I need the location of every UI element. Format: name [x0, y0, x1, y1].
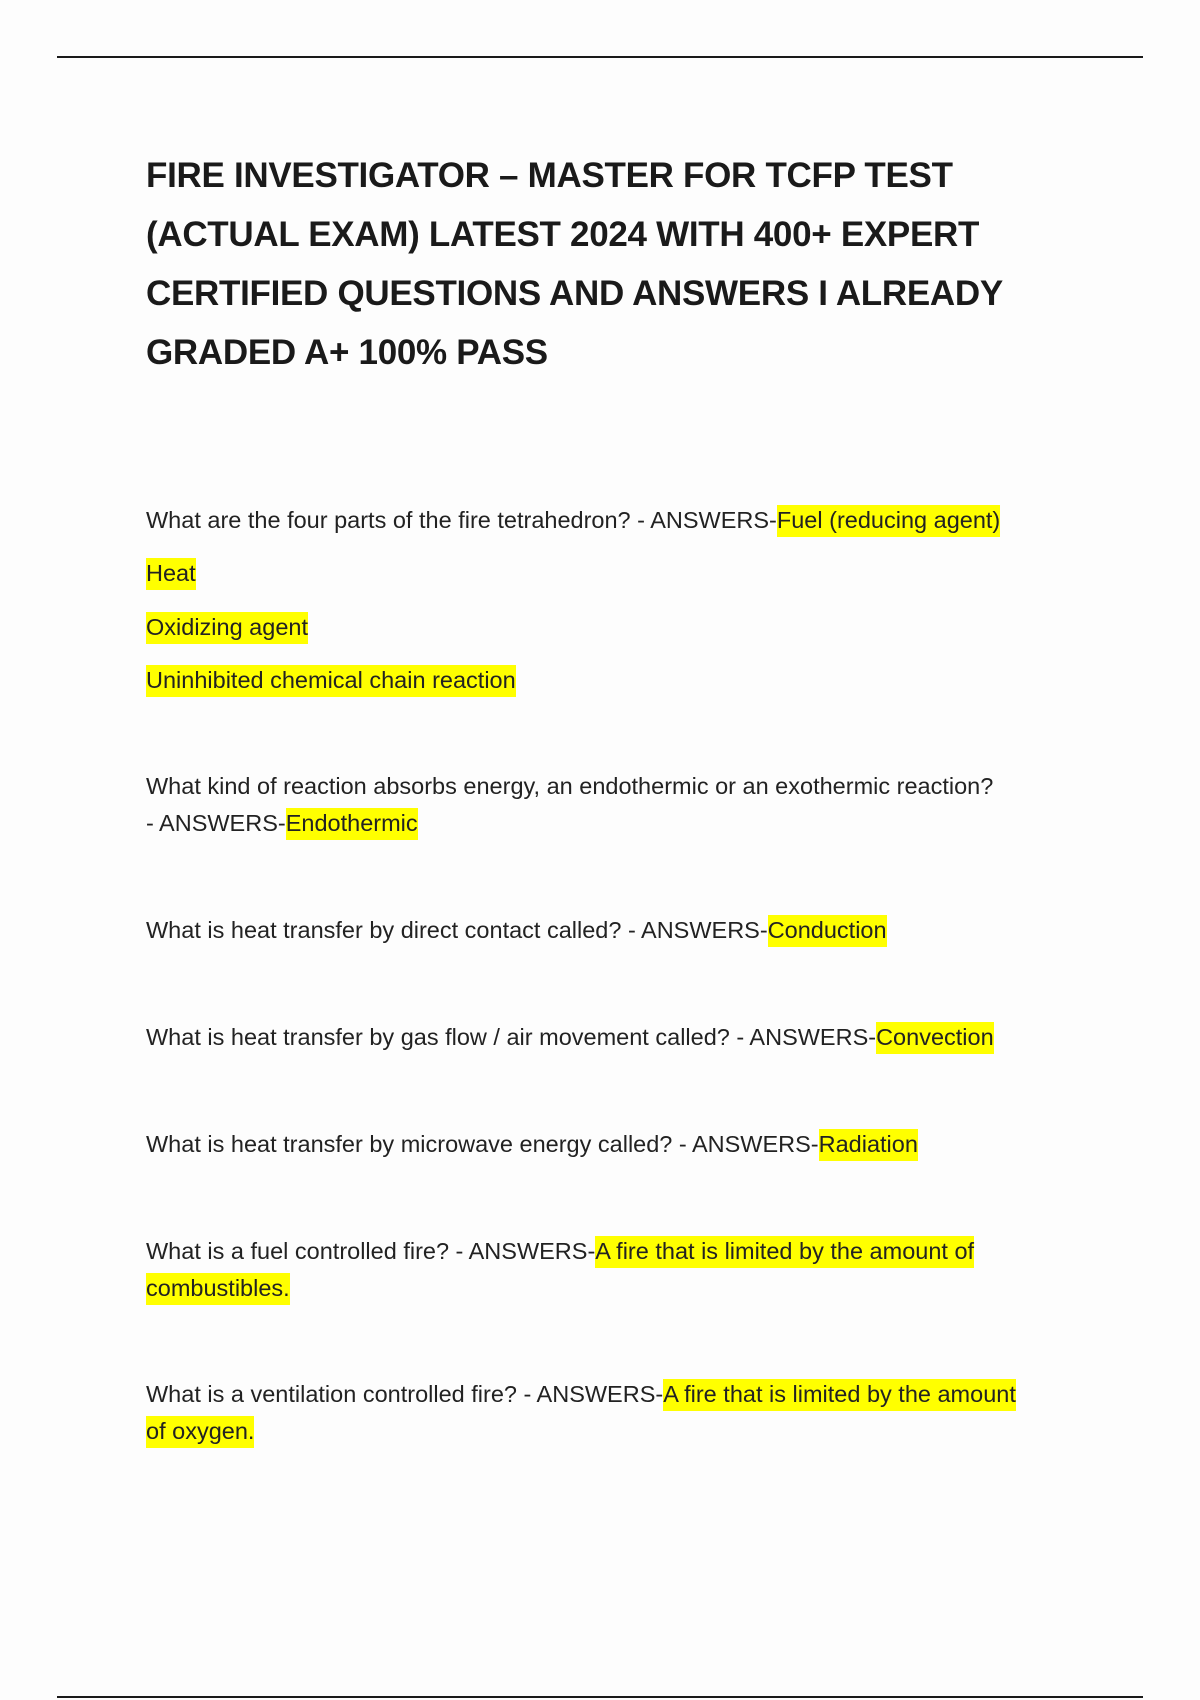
answer-line: [146, 609, 308, 646]
qa-item-1: [146, 502, 1000, 539]
answer-line: [146, 662, 516, 699]
question-text: What are the four parts of the fire tetrahedron? - ANSWERS-: [146, 507, 777, 533]
qa-item-6: [146, 1233, 1066, 1307]
answer-text: Oxidizing agent: [146, 612, 308, 644]
answer-text: Heat: [146, 558, 196, 590]
qa-item-4: [146, 1019, 994, 1056]
answer-text: Radiation: [819, 1129, 918, 1161]
qa-item-2: [146, 768, 1006, 842]
question-text: What is heat transfer by microwave energy called? - ANSWERS-: [146, 1131, 819, 1157]
answer-text: Uninhibited chemical chain reaction: [146, 665, 516, 697]
question-text: What is heat transfer by gas flow / air movement called? - ANSWERS-: [146, 1024, 877, 1050]
answer-text: Fuel (reducing agent): [777, 505, 1000, 537]
footer-rule: [57, 1696, 1143, 1698]
qa-item-7: [146, 1376, 1026, 1450]
answer-text: Convection: [876, 1022, 994, 1054]
answer-text: Conduction: [768, 915, 887, 947]
header-rule: [57, 56, 1143, 58]
question-text: What kind of reaction absorbs energy, an endothermic or an exothermic reaction? - ANSWERS-: [146, 773, 994, 836]
question-text: What is a fuel controlled fire? - ANSWERS-: [146, 1238, 596, 1264]
qa-item-5: [146, 1126, 918, 1163]
answer-text: A fire that is limited by the amount of combustibles.: [146, 1236, 974, 1305]
answer-text: Endothermic: [286, 808, 418, 840]
qa-item-3: [146, 912, 887, 949]
document-title: FIRE INVESTIGATOR – MASTER FOR TCFP TEST (ACTUAL EXAM) LATEST 2024 WITH 400+ EXPERT CERTIFIED QUESTIONS AND ANSWERS I ALREADY GRADED A+ 100% PASS: [146, 156, 1003, 372]
answer-text: A fire that is limited by the amount of oxygen.: [146, 1379, 1016, 1448]
question-text: What is heat transfer by direct contact called? - ANSWERS-: [146, 917, 768, 943]
answer-line: [146, 555, 196, 592]
question-text: What is a ventilation controlled fire? - ANSWERS-: [146, 1381, 664, 1407]
